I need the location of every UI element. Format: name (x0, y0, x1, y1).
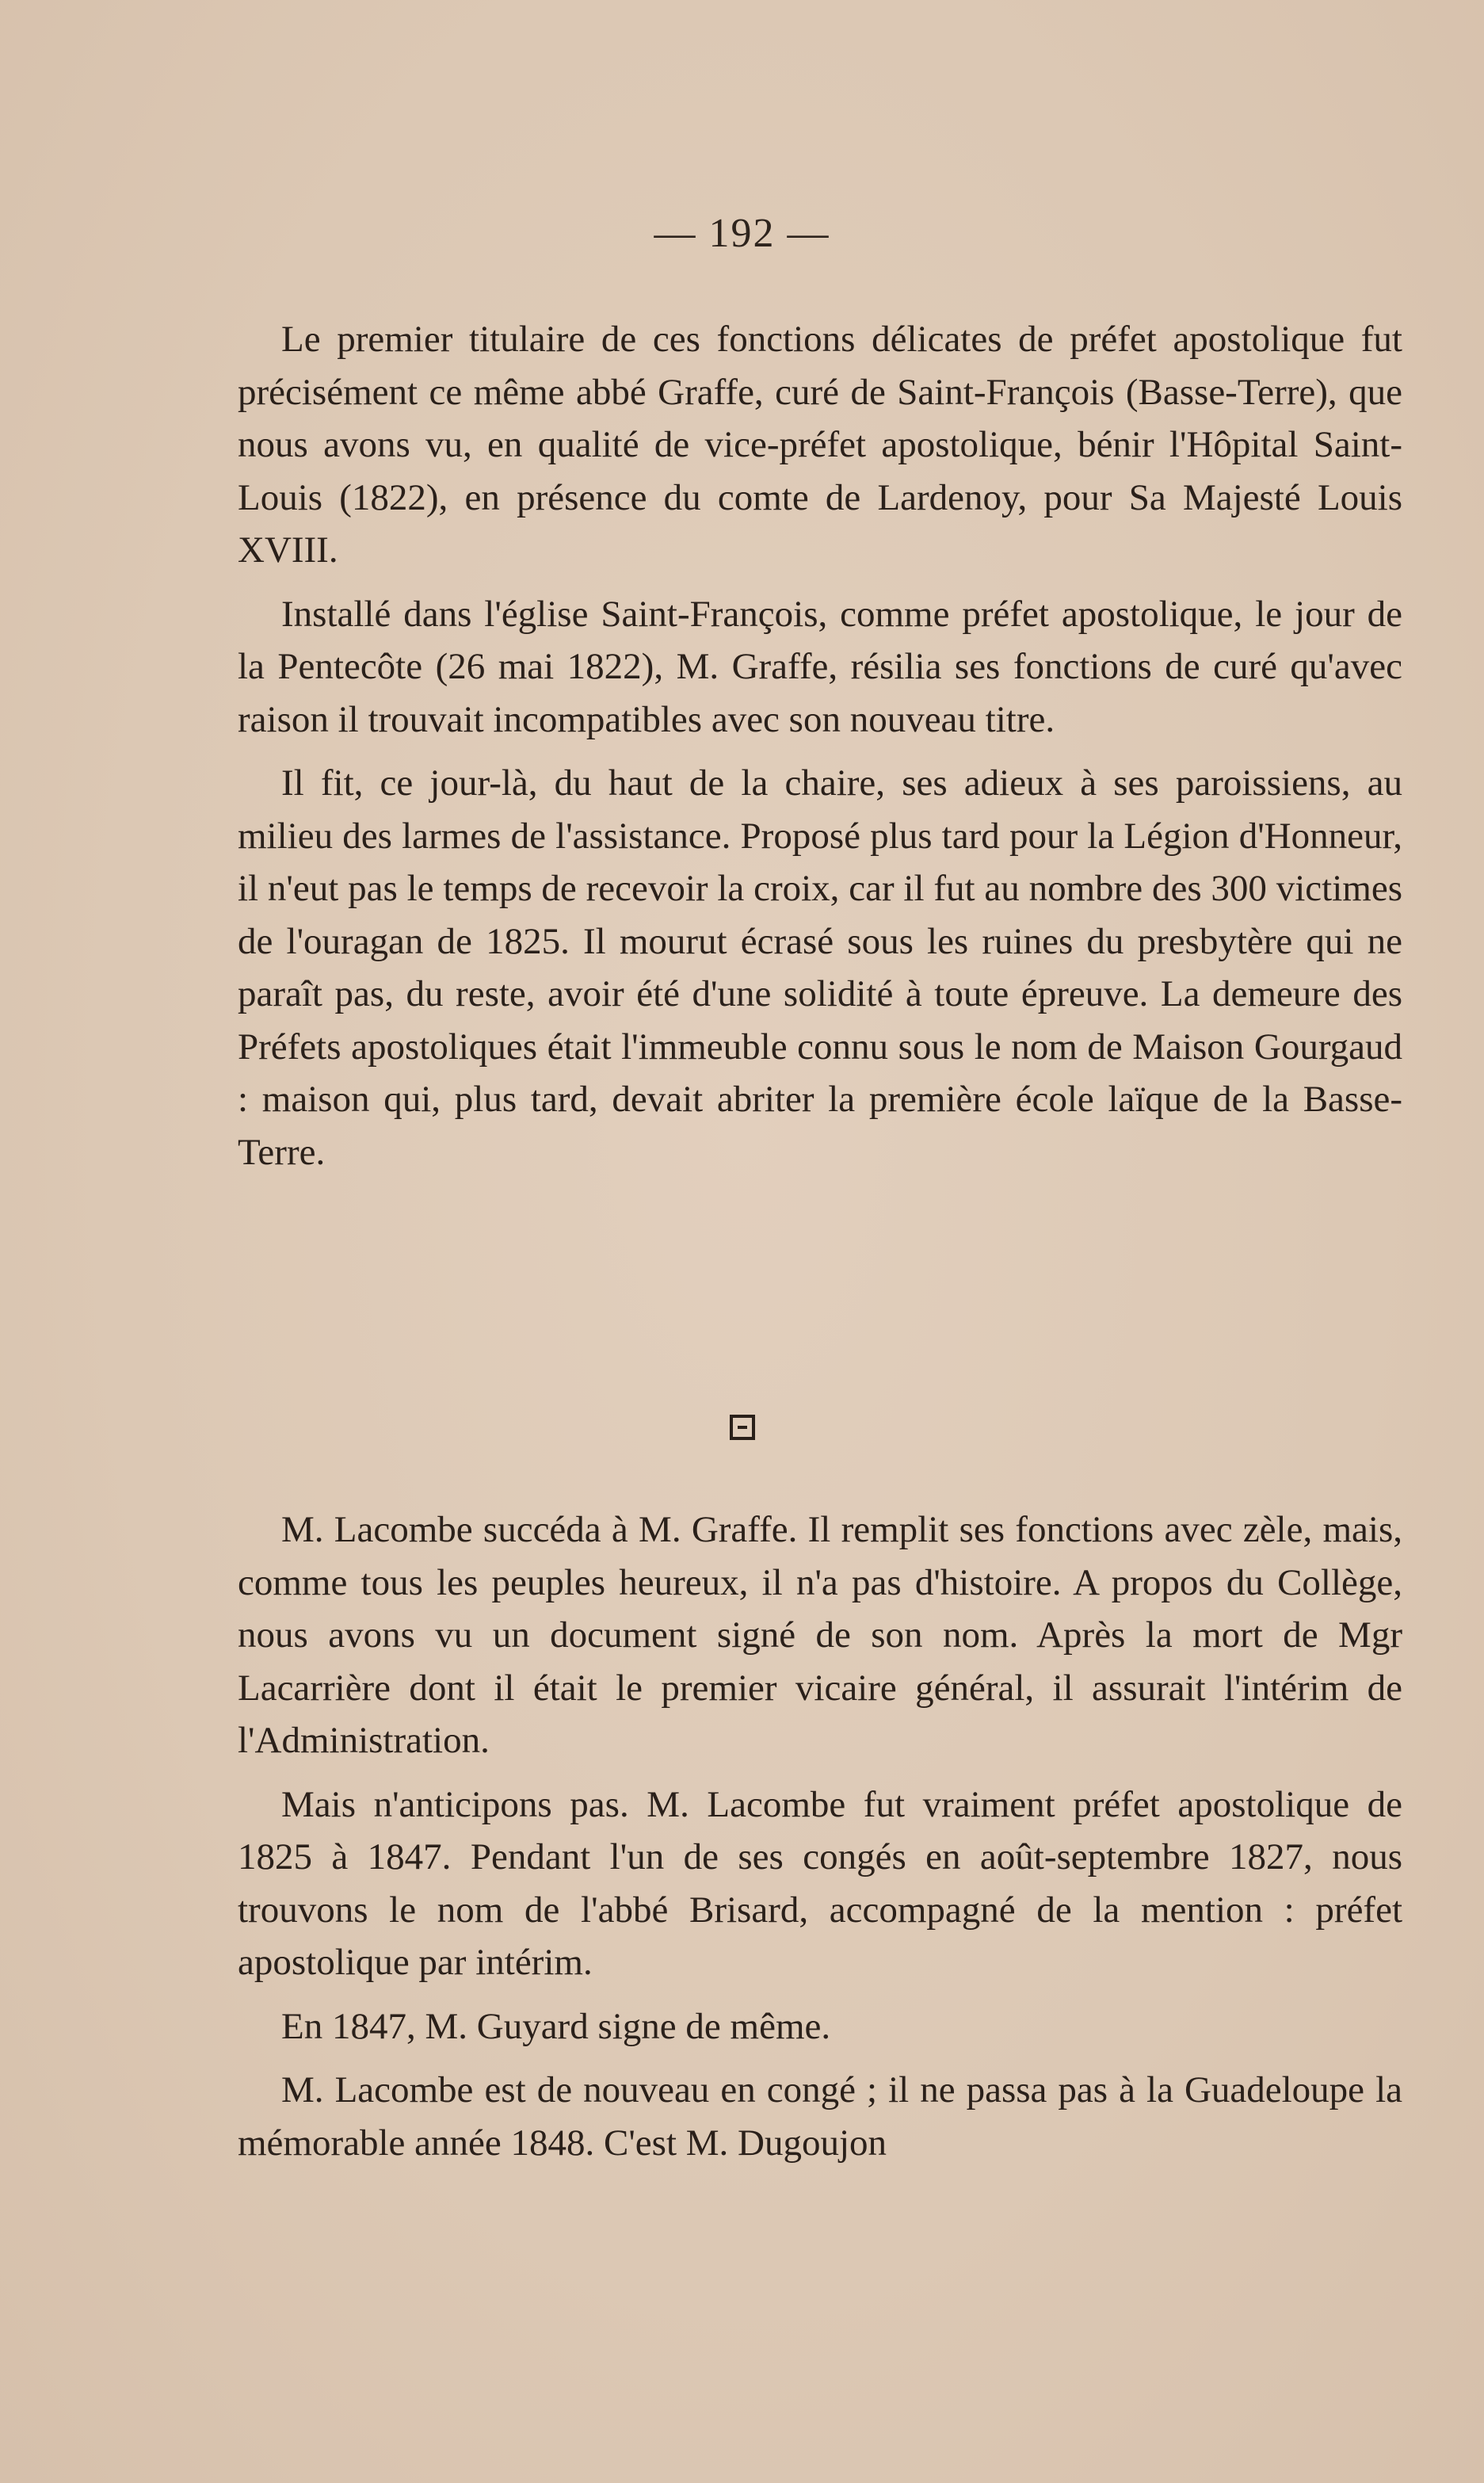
section-separator (0, 1415, 1484, 1440)
paragraph: Mais n'anticipons pas. M. Lacombe fut vraiment préfet apostolique de 1825 à 1847. Pendant l'un de ses congés en août-septembre 1827, nous trouvons le nom de l'abbé Brisard, accompagné de la mention : préfet apostolique par intérim. (238, 1783, 1402, 1983)
text-section-1 (238, 313, 1402, 1190)
paragraph: Installé dans l'église Saint-François, comme préfet apostolique, le jour de la Pentecôte (26 mai 1822), M. Graffe, résilia ses fonctions de curé qu'avec raison il trouvait incompatibles avec son nouveau titre. (238, 593, 1402, 740)
paragraph: En 1847, M. Guyard signe de même. (281, 2005, 831, 2047)
paragraph: Il fit, ce jour-là, du haut de la chaire, ses adieux à ses paroissiens, au milieu des larmes de l'assistance. Proposé plus tard pour la Légion d'Honneur, il n'eut pas le temps de recevoir la croix, car il fut au nombre des 300 victimes de l'ouragan de 1825. Il mourut écrasé sous les ruines du presbytère qui ne paraît pas, du reste, avoir été d'une solidité à toute épreuve. La demeure des Préfets apostoliques était l'immeuble connu sous le nom de Maison Gourgaud : maison qui, plus tard, devait abriter la première école laïque de la Basse-Terre. (238, 762, 1402, 1173)
page-number: — 192 — (654, 211, 830, 256)
paragraph: M. Lacombe succéda à M. Graffe. Il remplit ses fonctions avec zèle, mais, comme tous les peuples heureux, il n'a pas d'histoire. A propos du Collège, nous avons vu un document signé de son nom. Après la mort de Mgr Lacarrière dont il était le premier vicaire général, il assurait l'intérim de l'Administration. (238, 1509, 1402, 1761)
paragraph: Le premier titulaire de ces fonctions délicates de préfet apostolique fut précisément ce même abbé Graffe, curé de Saint-François (Basse-Terre), que nous avons vu, en qualité de vice-préfet apostolique, bénir l'Hôpital Saint-Louis (1822), en présence du comte de Lardenoy, pour Sa Majesté Louis XVIII. (238, 319, 1402, 571)
paragraph: M. Lacombe est de nouveau en congé ; il ne passa pas à la Guadeloupe la mémorable année 1848. C'est M. Dugoujon (238, 2069, 1402, 2164)
text-section-2 (238, 1503, 1402, 2180)
boxed-minus-icon (730, 1415, 755, 1440)
